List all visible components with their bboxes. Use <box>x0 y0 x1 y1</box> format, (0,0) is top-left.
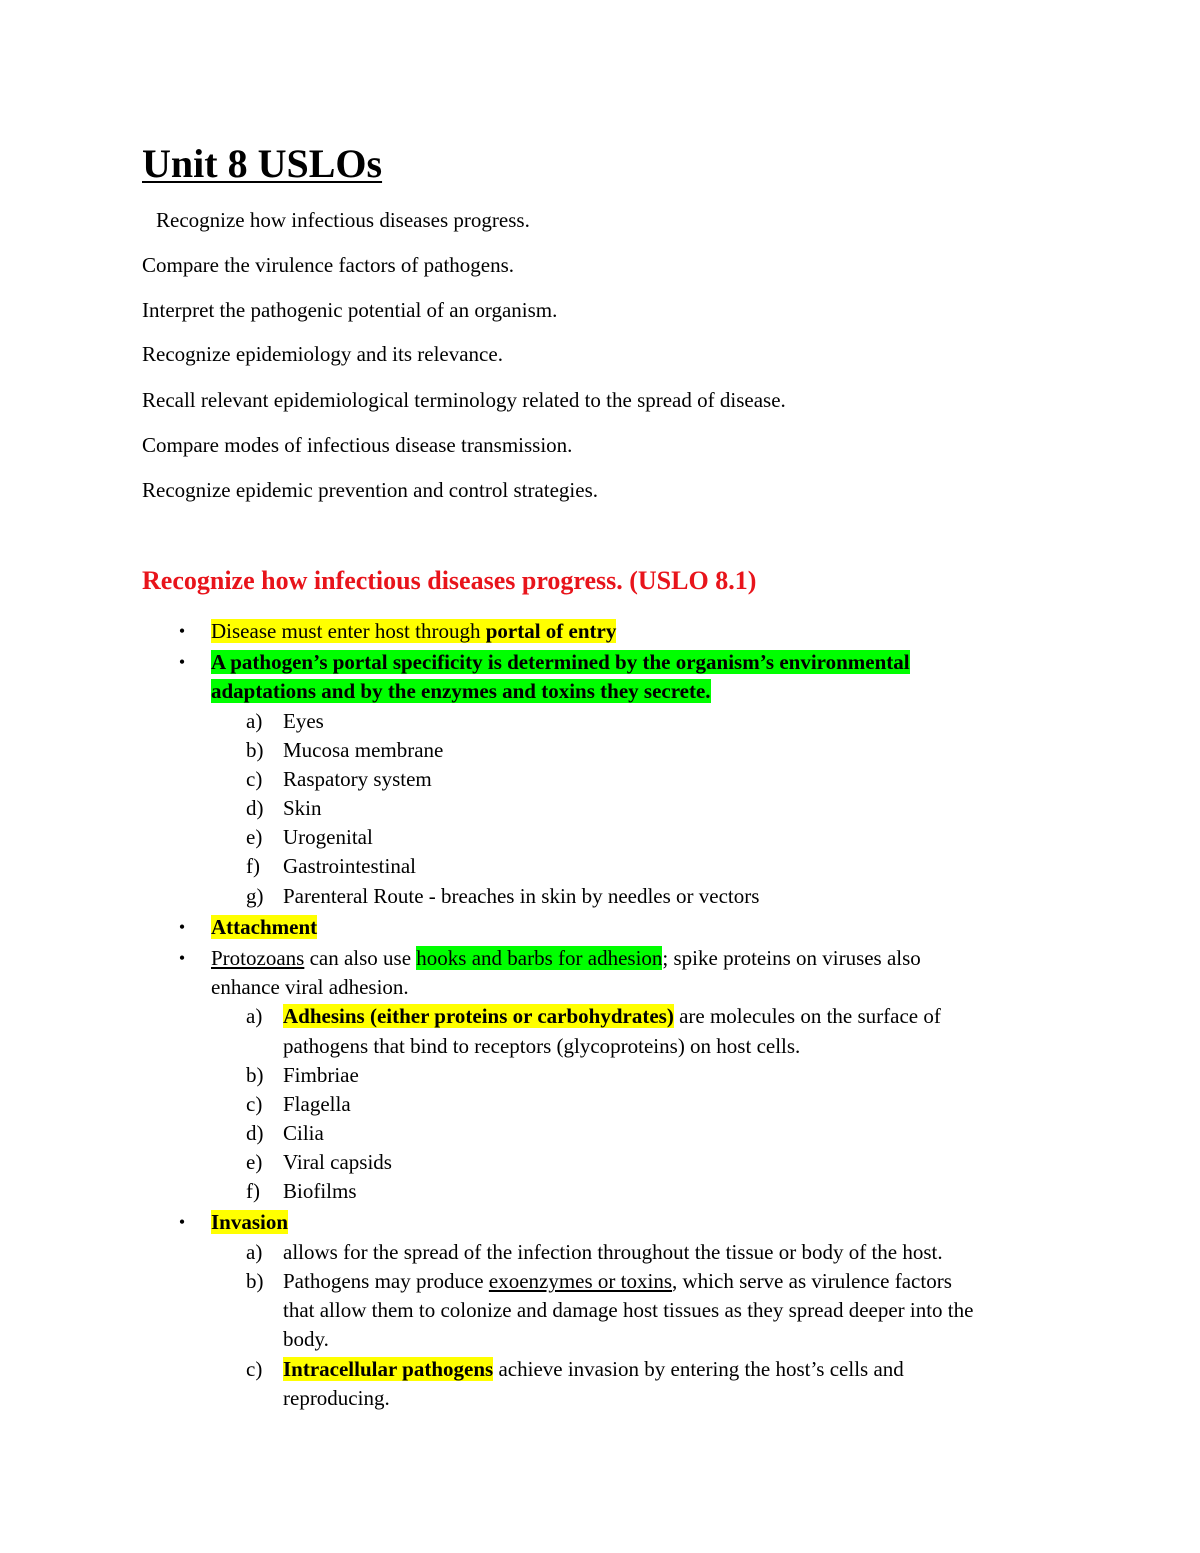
list-item: Gastrointestinal <box>283 854 416 878</box>
list-item-letter: c) <box>246 1357 263 1381</box>
list-item-invasion-spread: allows for the spread of the infection throughout the tissue or body of the host. <box>283 1240 943 1264</box>
uslo-item-1: Recognize how infectious diseases progress. <box>156 208 530 232</box>
list-item-intracellular-line-2: reproducing. <box>283 1386 390 1410</box>
uslo-item-4: Recognize epidemiology and its relevance. <box>142 342 503 366</box>
list-item-letter: c) <box>246 767 263 791</box>
highlighted-text: A pathogen’s portal specificity is determined by the organism’s environmental <box>211 650 910 674</box>
list-item-adhesins-line-1 <box>283 1002 941 1031</box>
bullet-text: ; spike proteins on viruses also <box>662 946 921 970</box>
highlighted-text: Invasion <box>211 1210 289 1234</box>
list-item-letter: d) <box>246 796 264 820</box>
list-item-text: Pathogens may produce <box>283 1269 489 1293</box>
list-item-letter: a) <box>246 1004 263 1028</box>
bold-term: portal of entry <box>485 619 617 643</box>
underlined-term: Protozoans <box>211 946 305 970</box>
list-item-letter: e) <box>246 1150 263 1174</box>
list-item: Biofilms <box>283 1179 357 1203</box>
highlighted-text: adaptations and by the enzymes and toxins they secrete. <box>211 679 711 703</box>
bullet-text: can also use <box>304 946 417 970</box>
list-item-letter: b) <box>246 738 264 762</box>
highlighted-text: Attachment <box>211 915 318 939</box>
list-item-letter: d) <box>246 1121 264 1145</box>
bullet-text: Disease must enter host through <box>211 619 486 643</box>
list-item: Skin <box>283 796 322 820</box>
bullet-glyph: • <box>178 948 186 968</box>
bullet-portal-of-entry <box>211 617 616 646</box>
list-item: Urogenital <box>283 825 373 849</box>
list-item: Fimbriae <box>283 1063 359 1087</box>
list-item: Cilia <box>283 1121 324 1145</box>
list-item-letter: a) <box>246 709 263 733</box>
list-item-letter: b) <box>246 1063 264 1087</box>
bullet-glyph: • <box>178 1212 186 1232</box>
bullet-portal-specificity-line-2 <box>211 677 711 706</box>
list-item-exoenzymes-line-2: that allow them to colonize and damage host tissues as they spread deeper into the <box>283 1298 974 1322</box>
uslo-item-5: Recall relevant epidemiological terminology related to the spread of disease. <box>142 388 786 412</box>
uslo-item-6: Compare modes of infectious disease transmission. <box>142 433 573 457</box>
list-item-text: are molecules on the surface of <box>673 1004 941 1028</box>
bullet-glyph: • <box>178 917 186 937</box>
highlighted-text: hooks and barbs for adhesion <box>416 946 663 970</box>
list-item-intracellular-line-1 <box>283 1355 904 1384</box>
underlined-term: exoenzymes or toxins <box>488 1269 672 1293</box>
list-item: Raspatory system <box>283 767 432 791</box>
section-heading: Recognize how infectious diseases progress. (USLO 8.1) <box>142 566 757 595</box>
list-item-text: achieve invasion by entering the host’s cells and <box>493 1357 904 1381</box>
page-title: Unit 8 USLOs <box>142 141 383 186</box>
list-item-letter: g) <box>246 884 264 908</box>
list-item: Mucosa membrane <box>283 738 444 762</box>
list-item-letter: f) <box>246 1179 260 1203</box>
list-item-letter: a) <box>246 1240 263 1264</box>
list-item-letter: c) <box>246 1092 263 1116</box>
list-item-letter: e) <box>246 825 263 849</box>
list-item-adhesins-line-2: pathogens that bind to receptors (glycoproteins) on host cells. <box>283 1034 801 1058</box>
list-item-text: , which serve as virulence factors <box>672 1269 952 1293</box>
list-item-exoenzymes-line-3: body. <box>283 1327 329 1351</box>
highlighted-text: Intracellular pathogens <box>283 1357 494 1381</box>
bullet-protozoans-line-2: enhance viral adhesion. <box>211 975 409 999</box>
bullet-glyph: • <box>178 621 186 641</box>
list-item: Flagella <box>283 1092 351 1116</box>
list-item: Parenteral Route - breaches in skin by needles or vectors <box>283 884 760 908</box>
bullet-protozoans-line-1 <box>211 944 921 973</box>
list-item-letter: f) <box>246 854 260 878</box>
uslo-item-3: Interpret the pathogenic potential of an organism. <box>142 298 558 322</box>
highlighted-text: Adhesins (either proteins or carbohydrates) <box>283 1004 674 1028</box>
uslo-item-7: Recognize epidemic prevention and control strategies. <box>142 478 599 502</box>
bullet-portal-specificity-line-1 <box>211 648 910 677</box>
list-item: Eyes <box>283 709 324 733</box>
bullet-attachment <box>211 913 317 942</box>
list-item-exoenzymes-line-1 <box>283 1267 952 1296</box>
bullet-glyph: • <box>178 652 186 672</box>
list-item-letter: b) <box>246 1269 264 1293</box>
uslo-item-2: Compare the virulence factors of pathogens. <box>142 253 515 277</box>
bullet-invasion <box>211 1208 288 1237</box>
list-item: Viral capsids <box>283 1150 392 1174</box>
